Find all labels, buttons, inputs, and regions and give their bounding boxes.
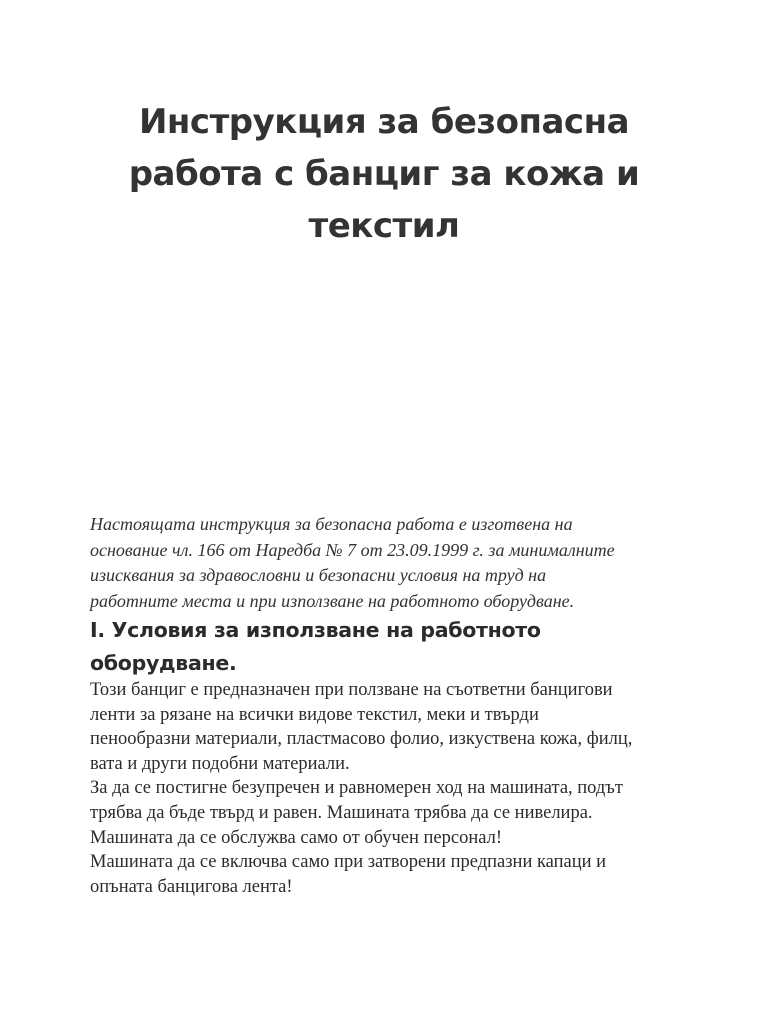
section-heading-line: I. Условия за използване на работното [90,618,541,642]
section-body [90,678,690,899]
body-line: ленти за рязане на всички видове текстил, меки и твърди [90,704,539,725]
body-line: Този банциг е предназначен при ползване на съответни банцигови [90,680,613,700]
intro-line: основание чл. 166 от Наредба № 7 от 23.09.1999 г. за минималните [90,539,615,560]
title-line: работа с банциг за кожа и [128,154,640,194]
body-line: опъната банцигова лента! [90,876,293,897]
intro-line: работните места и при използване на работното оборудване. [90,590,575,611]
section-heading [90,614,690,680]
body-line: трябва да бъде твърд и равен. Машината трябва да се нивелира. [90,802,593,823]
body-line: вата и други подобни материали. [90,753,350,774]
section-heading-line: оборудване. [90,651,237,675]
intro-paragraph [90,512,690,614]
title-line: текстил [308,206,460,246]
body-line: Машината да се обслужва само от обучен персонал! [90,827,503,848]
body-line: Машината да се включва само при затворени предпазни капаци и [90,852,607,873]
document-title [84,96,684,252]
intro-line: Настоящата инструкция за безопасна работа е изготвена на [90,514,573,534]
body-line: пенообразни материали, пластмасово фолио, изкуствена кожа, филц, [90,729,633,750]
title-line: Инструкция за безопасна [138,102,630,142]
intro-line: изисквания за здравословни и безопасни условия на труд на [90,565,547,585]
body-line: За да се постигне безупречен и равномерен ход на машината, подът [90,778,623,799]
